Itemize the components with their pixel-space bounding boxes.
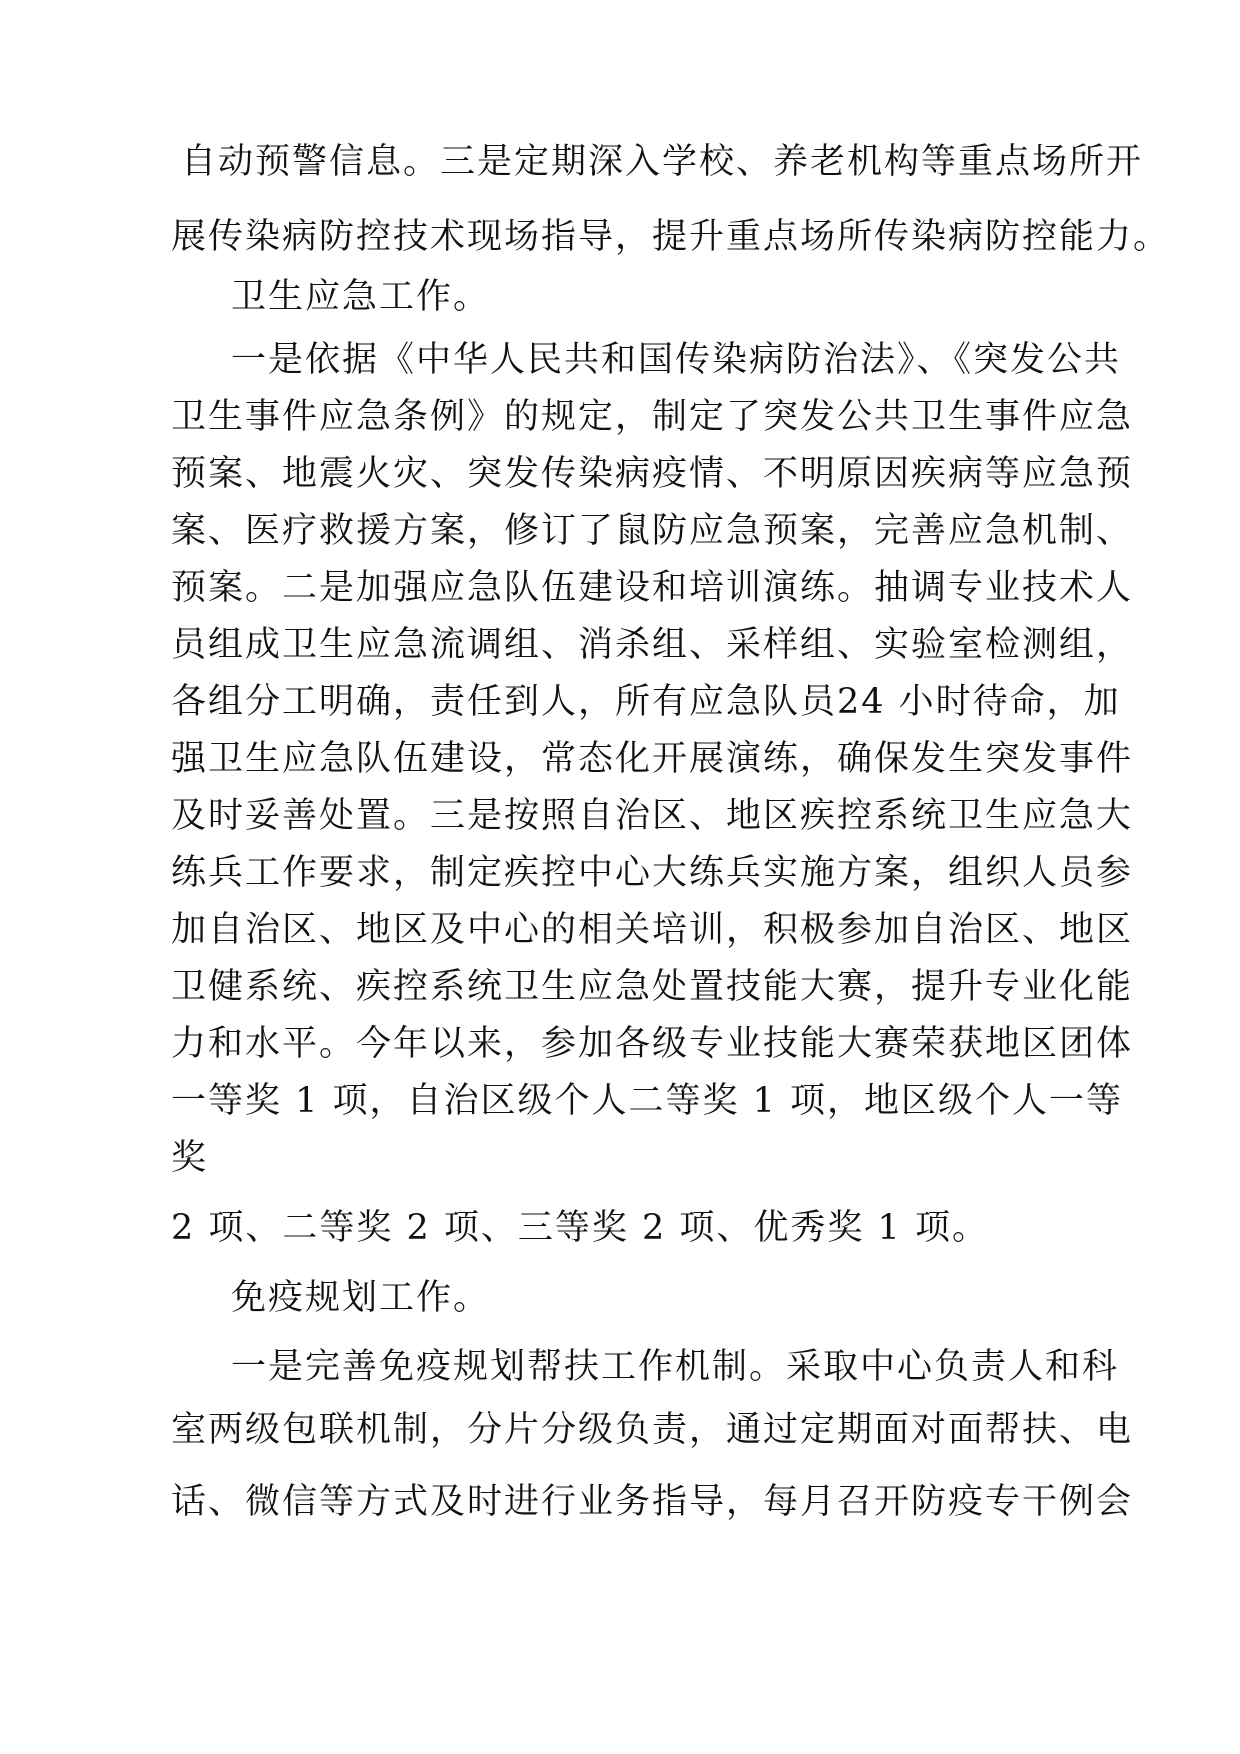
text-line: 各组分工明确，责任到人，所有应急队员24 小时待命，加 (171, 682, 1121, 722)
text-line: 自动预警信息。三是定期深入学校、养老机构等重点场所开 (181, 142, 1144, 182)
text-line: 练兵工作要求，制定疾控中心大练兵实施方案，组织人员参 (171, 853, 1134, 893)
text-line: 力和水平。今年以来，参加各级专业技能大赛荣获地区团体 (171, 1024, 1134, 1064)
text-line: 室两级包联机制，分片分级负责，通过定期面对面帮扶、电 (171, 1410, 1134, 1450)
text-line: 及时妥善处置。三是按照自治区、地区疾控系统卫生应急大 (171, 796, 1134, 836)
text-line: 卫健系统、疾控系统卫生应急处置技能大赛，提升专业化能 (171, 967, 1134, 1007)
text-line: 强卫生应急队伍建设，常态化开展演练，确保发生突发事件 (171, 739, 1134, 779)
text-line: 加自治区、地区及中心的相关培训，积极参加自治区、地区 (171, 910, 1134, 950)
text-line: 案、医疗救援方案，修订了鼠防应急预案，完善应急机制、 (171, 511, 1134, 551)
text-line: 话、微信等方式及时进行业务指导，每月召开防疫专干例会 (171, 1482, 1134, 1522)
text-line: 预案、地震火灾、突发传染病疫情、不明原因疾病等应急预 (171, 454, 1134, 494)
text-line: 一是依据《中华人民共和国传染病防治法》、《突发公共 (231, 340, 1122, 380)
section-heading: 免疫规划工作。 (231, 1278, 491, 1318)
text-line: 员组成卫生应急流调组、消杀组、采样组、实验室检测组， (171, 625, 1134, 665)
text-line: 展传染病防控技术现场指导，提升重点场所传染病防控能力。 (171, 217, 1171, 257)
section-heading: 卫生应急工作。 (231, 277, 491, 317)
text-line: 奖 (171, 1138, 209, 1178)
text-line: 卫生事件应急条例》的规定，制定了突发公共卫生事件应急 (171, 397, 1134, 437)
text-line: 一等奖 1 项，自治区级个人二等奖 1 项，地区级个人一等 (171, 1081, 1124, 1121)
text-line: 一是完善免疫规划帮扶工作机制。采取中心负责人和科 (231, 1347, 1120, 1387)
text-line: 预案。二是加强应急队伍建设和培训演练。抽调专业技术人 (171, 568, 1134, 608)
text-line: 2 项、二等奖 2 项、三等奖 2 项、优秀奖 1 项。 (171, 1208, 989, 1248)
